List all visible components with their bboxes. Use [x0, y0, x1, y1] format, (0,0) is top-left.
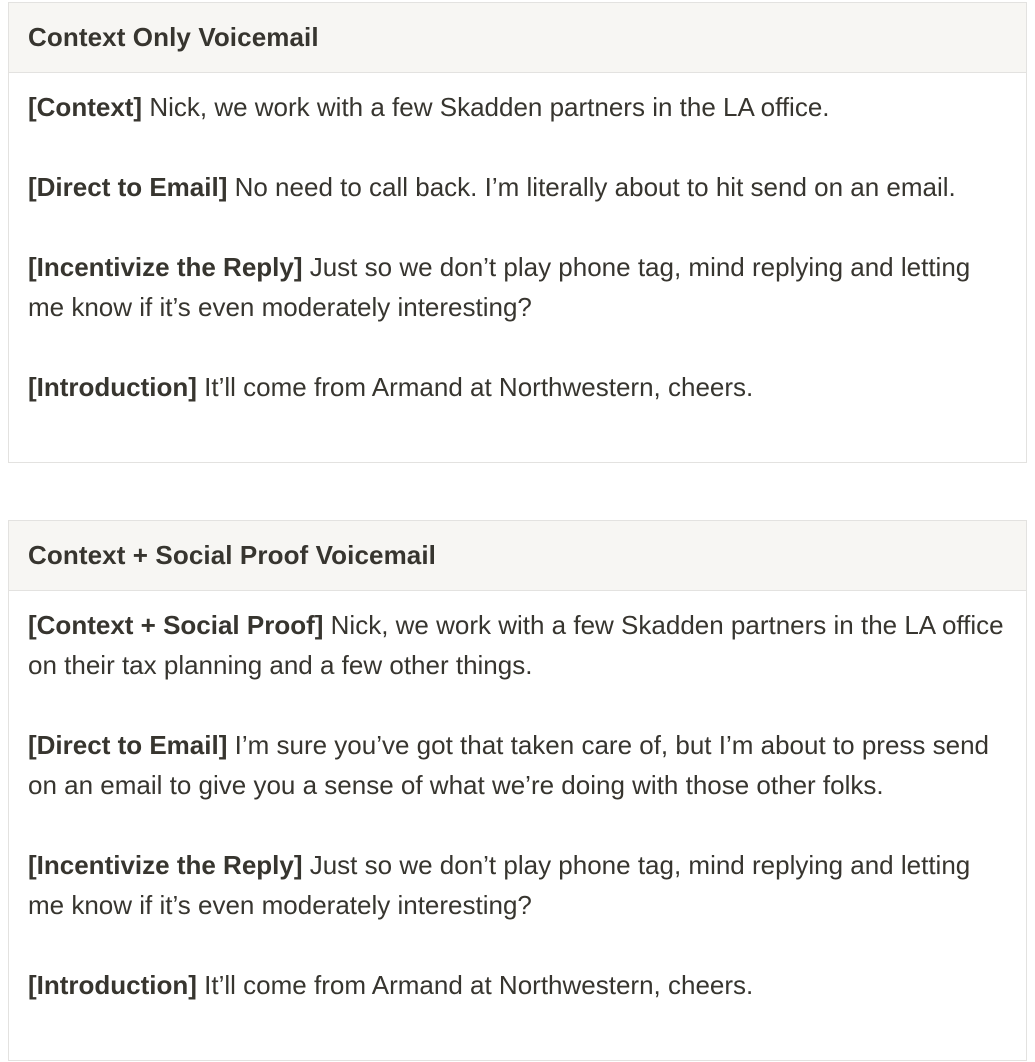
paragraph-text: Nick, we work with a few Skadden partners in the LA office. [142, 92, 830, 122]
paragraph-text: Just so we don’t play phone tag, mind replying and letting me know if it’s even moderately interesting? [28, 252, 971, 322]
paragraph-text: It’ll come from Armand at Northwestern, cheers. [196, 372, 754, 402]
card-title: Context Only Voicemail [28, 22, 319, 52]
section-tag: [Context] [28, 92, 143, 122]
card-header [9, 3, 1026, 73]
paragraph-text: Nick, we work with a few Skadden partners in the LA office on their tax planning and a few other things. [28, 610, 1004, 680]
paragraph-text: No need to call back. I’m literally about to hit send on an email. [227, 172, 956, 202]
paragraph-context-social-proof [28, 605, 1007, 685]
section-tag: [Introduction] [28, 372, 197, 402]
paragraph-text: I’m sure you’ve got that taken care of, but I’m about to press send on an email to give you a sense of what we’re doing with those other folks. [28, 730, 990, 800]
paragraph-direct-to-email [28, 167, 1007, 207]
paragraph-incentivize-reply [28, 247, 1007, 327]
card-header [9, 521, 1026, 591]
section-tag: [Context + Social Proof] [28, 610, 324, 640]
paragraph-introduction [28, 965, 1007, 1005]
paragraph-context [28, 87, 1007, 127]
section-tag: [Direct to Email] [28, 730, 228, 760]
voicemail-card-context-only [8, 2, 1027, 463]
paragraph-text: Just so we don’t play phone tag, mind replying and letting me know if it’s even moderately interesting? [28, 850, 971, 920]
paragraph-introduction [28, 367, 1007, 407]
card-title: Context + Social Proof Voicemail [28, 540, 436, 570]
section-tag: [Introduction] [28, 970, 197, 1000]
voicemail-card-context-social-proof [8, 520, 1027, 1061]
paragraph-direct-to-email [28, 725, 1007, 805]
card-body [9, 73, 1026, 407]
section-tag: [Incentivize the Reply] [28, 252, 303, 282]
section-tag: [Direct to Email] [28, 172, 228, 202]
section-tag: [Incentivize the Reply] [28, 850, 303, 880]
card-body [9, 591, 1026, 1005]
paragraph-text: It’ll come from Armand at Northwestern, cheers. [196, 970, 754, 1000]
paragraph-incentivize-reply [28, 845, 1007, 925]
